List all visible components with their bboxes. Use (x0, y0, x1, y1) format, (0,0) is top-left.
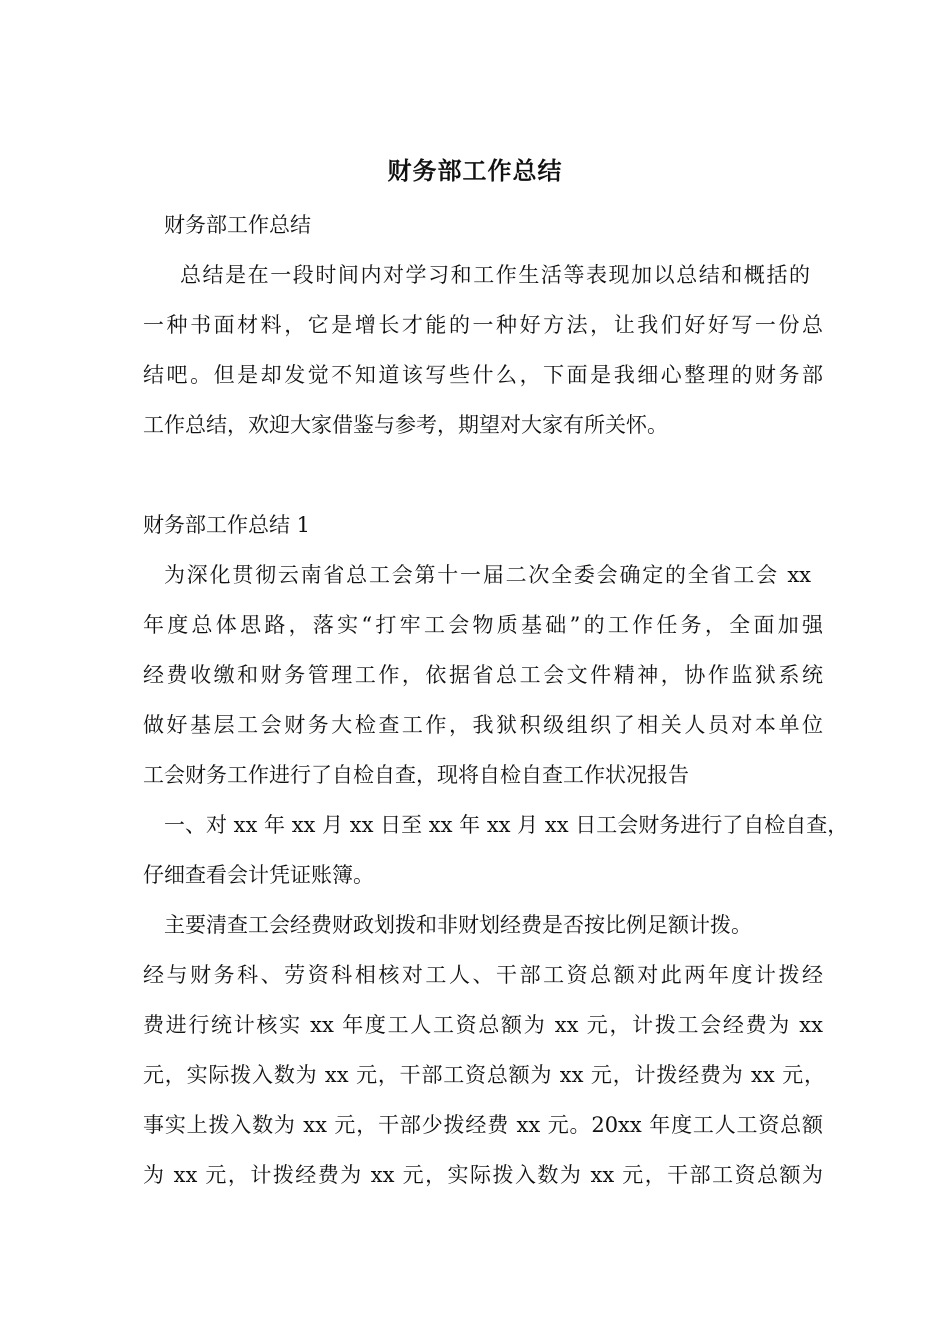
text-line: 经费收缴和财务管理工作，依据省总工会文件精神，协作监狱系统 (143, 663, 823, 687)
text-line: 为深化贯彻云南省总工会第十一届二次全委会确定的全省工会 xx (164, 563, 811, 587)
text-line: 元，实际拨入数为 xx 元，干部工资总额为 xx 元，计拨经费为 xx 元， (143, 1063, 825, 1087)
text-line: 总结是在一段时间内对学习和工作生活等表现加以总结和概括的 (180, 263, 810, 287)
document-title: 财务部工作总结 (387, 156, 563, 185)
section-heading: 财务部工作总结 1 (143, 513, 311, 537)
text-line: 一种书面材料，它是增长才能的一种好方法，让我们好好写一份总 (143, 313, 823, 337)
text-line: 仔细查看会计凭证账簿。 (143, 863, 374, 887)
text-line: 工会财务工作进行了自检自查，现将自检自查工作状况报告 (143, 763, 689, 787)
text-line: 结吧。但是却发觉不知道该写些什么，下面是我细心整理的财务部 (143, 363, 823, 387)
text-line: 一、对 xx 年 xx 月 xx 日至 xx 年 xx 月 xx 日工会财务进行了自检自查， (164, 813, 849, 837)
text-line: 事实上拨入数为 xx 元，干部少拨经费 xx 元。20xx 年度工人工资总额 (143, 1113, 823, 1137)
text-line: 年度总体思路，落实“打牢工会物质基础”的工作任务，全面加强 (143, 613, 823, 637)
text-line: 主要清查工会经费财政划拨和非财划经费是否按比例足额计拨。 (164, 913, 752, 937)
text-line: 做好基层工会财务大检查工作，我狱积级组织了相关人员对本单位 (143, 713, 823, 737)
text-line: 工作总结，欢迎大家借鉴与参考，期望对大家有所关怀。 (143, 413, 668, 437)
subtitle-line: 财务部工作总结 (164, 213, 311, 237)
text-line: 为 xx 元，计拨经费为 xx 元，实际拨入数为 xx 元，干部工资总额为 (143, 1163, 823, 1187)
text-line: 费进行统计核实 xx 年度工人工资总额为 xx 元，计拨工会经费为 xx (143, 1013, 823, 1037)
text-line: 经与财务科、劳资科相核对工人、干部工资总额对此两年度计拨经 (143, 963, 823, 987)
